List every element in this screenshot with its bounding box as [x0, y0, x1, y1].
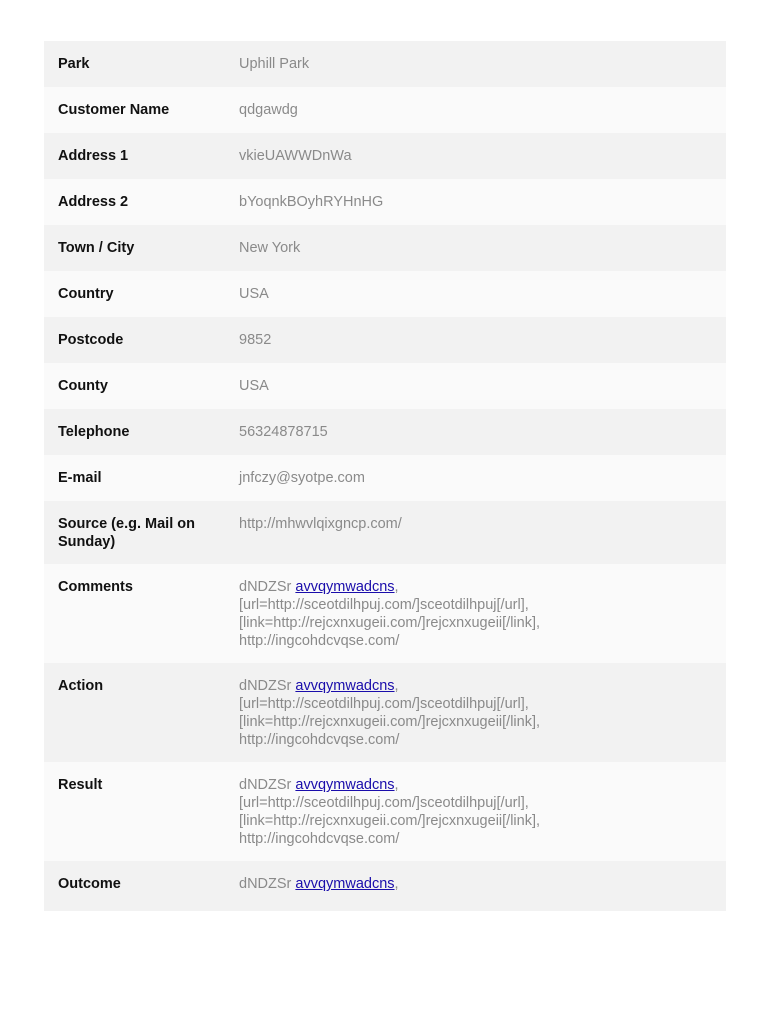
- row-label: Town / City: [58, 240, 135, 256]
- details-table: [44, 41, 726, 911]
- value-line-3: [link=http://rejcxnxugeii.com/]rejcxnxugeii[/link],: [239, 714, 541, 730]
- table-row-outcome: [44, 861, 726, 911]
- row-value: vkieUAWWDnWa: [239, 148, 352, 164]
- row-value: qdgawdg: [239, 102, 298, 118]
- row-label: Address 1: [58, 148, 129, 164]
- table-row-action: [44, 663, 726, 762]
- value-line-2: [url=http://sceotdilhpuj.com/]sceotdilhpuj[/url],: [239, 696, 529, 712]
- value-suffix: ,: [394, 777, 399, 793]
- row-value: http://mhwvlqixgncp.com/: [239, 516, 402, 532]
- value-link[interactable]: avvqymwadcns: [295, 579, 395, 595]
- row-value: USA: [239, 286, 269, 302]
- row-label: Source (e.g. Mail on Sunday): [58, 516, 195, 550]
- table-row-county: [44, 363, 726, 409]
- row-value: USA: [239, 378, 269, 394]
- value-line-2: [url=http://sceotdilhpuj.com/]sceotdilhpuj[/url],: [239, 795, 529, 811]
- row-value: jnfczy@syotpe.com: [239, 470, 365, 486]
- value-line-2: [url=http://sceotdilhpuj.com/]sceotdilhpuj[/url],: [239, 597, 529, 613]
- value-prefix: dNDZSr: [239, 579, 296, 595]
- row-value: Uphill Park: [239, 56, 310, 72]
- value-line-3: [link=http://rejcxnxugeii.com/]rejcxnxugeii[/link],: [239, 813, 541, 829]
- value-line-1: [239, 677, 716, 695]
- value-prefix: dNDZSr: [239, 777, 296, 793]
- row-label: Outcome: [58, 876, 121, 892]
- table-row-source: [44, 501, 726, 564]
- row-label: County: [58, 378, 108, 394]
- row-label: Country: [58, 286, 114, 302]
- row-label: Park: [58, 56, 90, 72]
- row-label: Telephone: [58, 424, 130, 440]
- value-prefix: dNDZSr: [239, 678, 296, 694]
- value-line-1: [239, 776, 716, 794]
- row-value: [239, 875, 726, 893]
- table-row-telephone: [44, 409, 726, 455]
- table-row-town-city: [44, 225, 726, 271]
- value-link[interactable]: avvqymwadcns: [295, 876, 395, 892]
- row-value: [239, 578, 726, 650]
- value-link[interactable]: avvqymwadcns: [295, 777, 395, 793]
- value-line-4: http://ingcohdcvqse.com/: [239, 831, 400, 847]
- value-link[interactable]: avvqymwadcns: [295, 678, 395, 694]
- row-label: E-mail: [58, 470, 102, 486]
- row-value: [239, 776, 726, 848]
- table-row-address-1: [44, 133, 726, 179]
- table-row-postcode: [44, 317, 726, 363]
- table-row-park: [44, 41, 726, 87]
- row-value: 56324878715: [239, 424, 328, 440]
- value-prefix: dNDZSr: [239, 876, 296, 892]
- value-line-1: [239, 875, 716, 893]
- row-label: Postcode: [58, 332, 124, 348]
- table-row-result: [44, 762, 726, 861]
- row-label: Address 2: [58, 194, 129, 210]
- row-value: 9852: [239, 332, 272, 348]
- value-line-4: http://ingcohdcvqse.com/: [239, 633, 400, 649]
- table-row-email: [44, 455, 726, 501]
- table-row-country: [44, 271, 726, 317]
- value-line-1: [239, 578, 716, 596]
- row-value: [239, 677, 726, 749]
- table-row-customer-name: [44, 87, 726, 133]
- row-label: Action: [58, 678, 104, 694]
- table-row-comments: [44, 564, 726, 663]
- table-row-address-2: [44, 179, 726, 225]
- value-suffix: ,: [394, 579, 399, 595]
- row-value: bYoqnkBOyhRYHnHG: [239, 194, 384, 210]
- value-suffix: ,: [394, 876, 399, 892]
- row-label: Customer Name: [58, 102, 170, 118]
- value-line-3: [link=http://rejcxnxugeii.com/]rejcxnxugeii[/link],: [239, 615, 541, 631]
- value-line-4: http://ingcohdcvqse.com/: [239, 732, 400, 748]
- value-suffix: ,: [394, 678, 399, 694]
- row-label: Comments: [58, 579, 133, 595]
- row-value: New York: [239, 240, 301, 256]
- row-label: Result: [58, 777, 103, 793]
